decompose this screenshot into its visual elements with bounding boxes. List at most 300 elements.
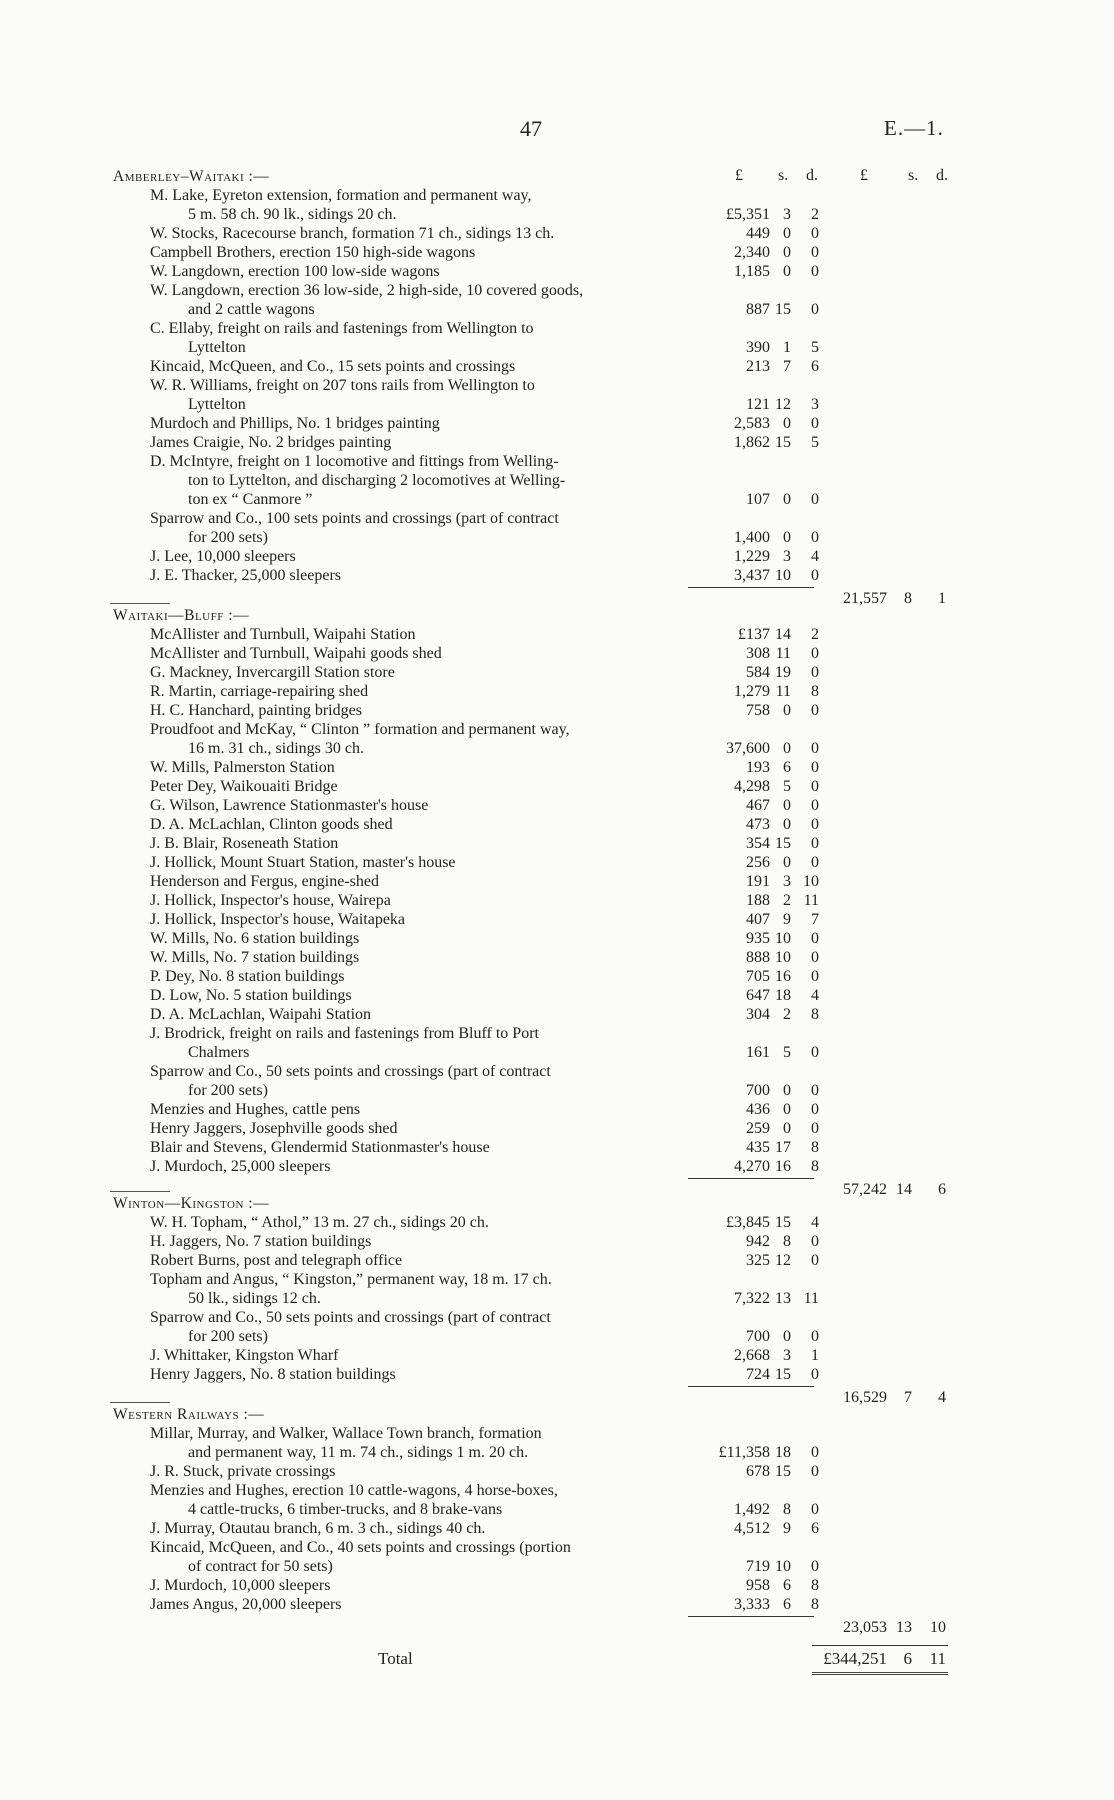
ledger-line [0,547,1114,566]
ledger-line [0,1100,1114,1119]
item-description: Murdoch and Phillips, No. 1 bridges painting [150,415,440,432]
ledger-line [0,1576,1114,1595]
item-description: D. Low, No. 5 station buildings [150,987,352,1004]
ledger-line [0,720,1114,739]
amount-pounds: 4,270 [734,1158,770,1175]
amount-pounds: 193 [746,759,770,776]
amount-pounds: 473 [746,816,770,833]
amount-pounds: 700 [746,1082,770,1099]
ledger-line [0,243,1114,262]
amount-pence: 6 [811,1520,819,1537]
amount-shillings: 13 [775,1290,791,1307]
amount-shillings: 2 [783,1006,791,1023]
ledger-line [0,1519,1114,1538]
amount-pounds: 4,298 [734,778,770,795]
amount-pence: 0 [811,1444,819,1461]
item-description: Robert Burns, post and telegraph office [150,1252,403,1269]
item-description: James Angus, 20,000 sleepers [150,1596,342,1613]
ledger-line [0,224,1114,243]
amount-pounds: 1,492 [734,1501,770,1518]
item-description: J. Murray, Otautau branch, 6 m. 3 ch., sidings 40 ch. [150,1520,486,1537]
ledger-line [0,490,1114,509]
amount-pence: 0 [811,797,819,814]
amount-pounds: 1,400 [734,529,770,546]
ledger-line [0,1308,1114,1327]
amount-shillings: 6 [783,1577,791,1594]
amount-shillings: 19 [775,664,791,681]
amount-pence: 0 [811,854,819,871]
amount-shillings: 0 [783,529,791,546]
ledger-line [0,357,1114,376]
document-reference: E.—1. [884,116,944,140]
item-description: for 200 sets) [188,1328,268,1345]
amount-shillings: 7 [783,358,791,375]
amount-pounds: £11,358 [718,1444,770,1461]
amount-shillings: 3 [783,206,791,223]
amount-pence: 5 [811,434,819,451]
item-description: W. Langdown, erection 100 low-side wagons [150,263,440,280]
amount-pounds: 700 [746,1328,770,1345]
amount-pounds: 705 [746,968,770,985]
item-description: J. B. Blair, Roseneath Station [150,835,339,852]
section-total-pounds: 57,242 [843,1181,887,1198]
amount-pounds: 935 [746,930,770,947]
ledger-line [0,186,1114,205]
ledger-line [0,1557,1114,1576]
item-description: W. H. Topham, “ Athol,” 13 m. 27 ch., sidings 20 ch. [150,1214,489,1231]
item-description: and permanent way, 11 m. 74 ch., sidings 1 m. 20 ch. [188,1444,529,1461]
amount-shillings: 15 [775,301,791,318]
amount-pence: 0 [811,1120,819,1137]
item-description: J. Hollick, Inspector's house, Waitapeka [150,911,406,928]
item-description: Kincaid, McQueen, and Co., 15 sets points and crossings [150,358,516,375]
amount-pounds: 188 [746,892,770,909]
subtotal-rule [688,1616,814,1617]
amount-shillings: 9 [783,1520,791,1537]
ledger-line [0,319,1114,338]
amount-pence: 8 [811,1006,819,1023]
ledger-line [0,1081,1114,1100]
amount-shillings: 9 [783,911,791,928]
amount-pence: 8 [811,1158,819,1175]
ledger-line [0,205,1114,224]
amount-shillings: 18 [775,1444,791,1461]
section-divider [110,1191,170,1192]
item-description: and 2 cattle wagons [188,301,315,318]
amount-pounds: 354 [746,835,770,852]
ledger-line [0,739,1114,758]
amount-shillings: 12 [775,1252,791,1269]
amount-pounds: 958 [746,1577,770,1594]
ledger-line [0,891,1114,910]
item-description: Lyttelton [188,339,246,356]
ledger-line [0,986,1114,1005]
ledger-line [0,1462,1114,1481]
grand-total-underline [812,1672,948,1675]
item-description: McAllister and Turnbull, Waipahi goods shed [150,645,442,662]
amount-pounds: 888 [746,949,770,966]
amount-shillings: 6 [783,759,791,776]
amount-pence: 0 [811,415,819,432]
item-description: J. Whittaker, Kingston Wharf [150,1347,339,1364]
amount-shillings: 3 [783,1347,791,1364]
amount-pence: 8 [811,1139,819,1156]
subtotal-rule [688,1178,814,1179]
amount-pence: 0 [811,702,819,719]
ledger-line [0,1327,1114,1346]
item-description: Chalmers [188,1044,250,1061]
item-description: C. Ellaby, freight on rails and fastenings from Wellington to [150,320,534,337]
item-description: Henderson and Fergus, engine-shed [150,873,379,890]
amount-shillings: 0 [783,740,791,757]
section-title: Western Railways :— [113,1406,265,1423]
section-title: Winton—Kingston :— [113,1195,270,1212]
amount-pounds: 7,322 [734,1290,770,1307]
ledger-line [0,834,1114,853]
amount-pence: 0 [811,816,819,833]
amount-pounds: 719 [746,1558,770,1575]
amount-pence: 3 [811,396,819,413]
amount-pence: 0 [811,529,819,546]
ledger-line [0,1043,1114,1062]
amount-pounds: £3,845 [726,1214,770,1231]
item-description: G. Mackney, Invercargill Station store [150,664,395,681]
ledger-line [0,1005,1114,1024]
ledger-line [0,1365,1114,1384]
amount-pounds: 1,279 [734,683,770,700]
amount-pence: 0 [811,263,819,280]
amount-shillings: 0 [783,263,791,280]
amount-pence: 0 [811,491,819,508]
amount-shillings: 0 [783,225,791,242]
amount-pounds: 1,229 [734,548,770,565]
grand-total-rule [812,1645,948,1646]
grand-total-pence: 11 [929,1649,946,1668]
amount-shillings: 0 [783,1120,791,1137]
item-description: Blair and Stevens, Glendermid Stationmaster's house [150,1139,490,1156]
amount-pounds: 121 [746,396,770,413]
amount-pounds: 37,600 [726,740,770,757]
amount-pence: 6 [811,358,819,375]
amount-pence: 0 [811,1501,819,1518]
amount-pounds: 942 [746,1233,770,1250]
section-title: Amberley–Waitaki :— [113,168,270,185]
item-description: James Craigie, No. 2 bridges painting [150,434,392,451]
amount-shillings: 16 [775,968,791,985]
amount-shillings: 10 [775,567,791,584]
amount-pence: 4 [811,548,819,565]
ledger-line [0,528,1114,547]
grand-total-line [0,1649,1114,1668]
item-description: for 200 sets) [188,529,268,546]
amount-shillings: 5 [783,1044,791,1061]
amount-shillings: 0 [783,1082,791,1099]
amount-shillings: 0 [783,702,791,719]
item-description: Peter Dey, Waikouaiti Bridge [150,778,338,795]
ledger-line [0,929,1114,948]
ledger-line [0,395,1114,414]
ledger-line [0,682,1114,701]
amount-pence: 0 [811,949,819,966]
col-header-total-pounds: £ [860,167,868,184]
item-description: H. C. Hanchard, painting bridges [150,702,362,719]
ledger-line [0,1481,1114,1500]
section-title: Waitaki—Bluff :— [113,607,250,624]
amount-pence: 11 [803,1290,819,1307]
item-description: D. McIntyre, freight on 1 locomotive and fittings from Welling- [150,453,559,470]
ledger-line [0,471,1114,490]
ledger-line [0,281,1114,300]
amount-pounds: 304 [746,1006,770,1023]
amount-pence: 0 [811,225,819,242]
amount-pence: 0 [811,1101,819,1118]
item-description: D. A. McLachlan, Waipahi Station [150,1006,372,1023]
ledger-line [0,910,1114,929]
item-description: Menzies and Hughes, erection 10 cattle-wagons, 4 horse-boxes, [150,1482,558,1499]
amount-pence: 8 [811,1596,819,1613]
amount-pounds: 107 [746,491,770,508]
section-total-pounds: 16,529 [843,1389,887,1406]
section-divider [110,1402,170,1403]
amount-shillings: 15 [775,434,791,451]
amount-pence: 0 [811,1252,819,1269]
amount-pence: 1 [811,1347,819,1364]
section-total-shillings: 14 [896,1181,912,1198]
item-description: G. Wilson, Lawrence Stationmaster's house [150,797,429,814]
amount-pounds: 435 [746,1139,770,1156]
ledger-line [0,1062,1114,1081]
ledger-line [0,1500,1114,1519]
amount-pounds: 3,437 [734,567,770,584]
ledger-line [0,853,1114,872]
ledger-line [0,1251,1114,1270]
ledger-line [0,1157,1114,1176]
amount-pence: 0 [811,1558,819,1575]
amount-pence: 10 [803,873,819,890]
amount-shillings: 10 [775,1558,791,1575]
amount-pounds: 259 [746,1120,770,1137]
ledger-line [0,1213,1114,1232]
item-description: W. R. Williams, freight on 207 tons rails from Wellington to [150,377,535,394]
col-header-shillings: s. [778,167,789,184]
amount-shillings: 0 [783,244,791,261]
item-description: W. Mills, No. 7 station buildings [150,949,360,966]
amount-pounds: 647 [746,987,770,1004]
amount-shillings: 11 [775,683,791,700]
amount-pounds: 2,340 [734,244,770,261]
amount-shillings: 0 [783,491,791,508]
item-description: Lyttelton [188,396,246,413]
ledger-line [0,1538,1114,1557]
amount-pence: 4 [811,1214,819,1231]
item-description: J. Brodrick, freight on rails and fastenings from Bluff to Port [150,1025,539,1042]
subtotal-rule [688,587,814,588]
item-description: of contract for 50 sets) [188,1558,333,1575]
amount-pounds: 678 [746,1463,770,1480]
amount-pence: 0 [811,244,819,261]
amount-pence: 8 [811,683,819,700]
amount-pounds: 2,668 [734,1347,770,1364]
ledger-line [0,777,1114,796]
item-description: J. Lee, 10,000 sleepers [150,548,296,565]
amount-pence: 0 [811,835,819,852]
amount-shillings: 0 [783,415,791,432]
ledger-line [0,376,1114,395]
item-description: J. Hollick, Mount Stuart Station, master's house [150,854,456,871]
amount-pence: 0 [811,1366,819,1383]
ledger-line [0,300,1114,319]
ledger-line [0,1270,1114,1289]
amount-shillings: 1 [783,339,791,356]
item-description: Henry Jaggers, No. 8 station buildings [150,1366,396,1383]
amount-shillings: 10 [775,930,791,947]
amount-shillings: 15 [775,835,791,852]
ledger-line [0,414,1114,433]
ledger-line [0,509,1114,528]
item-description: Menzies and Hughes, cattle pens [150,1101,361,1118]
amount-pence: 0 [811,778,819,795]
item-description: 5 m. 58 ch. 90 lk., sidings 20 ch. [188,206,397,223]
amount-shillings: 12 [775,396,791,413]
amount-shillings: 3 [783,548,791,565]
ledger-line [0,566,1114,585]
section-total-line [0,1618,1114,1637]
ledger-line [0,796,1114,815]
amount-pounds: 1,862 [734,434,770,451]
section-total-pounds: 21,557 [843,590,887,607]
section-total-pence: 10 [930,1619,946,1636]
amount-pence: 8 [811,1577,819,1594]
amount-pounds: 325 [746,1252,770,1269]
col-header-pence: d. [806,167,818,184]
ledger-line [0,625,1114,644]
ledger-line [0,1595,1114,1614]
item-description: Henry Jaggers, Josephville goods shed [150,1120,398,1137]
item-description: 4 cattle-trucks, 6 timber-trucks, and 8 brake-vans [188,1501,503,1518]
item-description: Sparrow and Co., 50 sets points and crossings (part of contract [150,1309,551,1326]
item-description: 16 m. 31 ch., sidings 30 ch. [188,740,364,757]
amount-pounds: 467 [746,797,770,814]
amount-pounds: £5,351 [726,206,770,223]
amount-shillings: 2 [783,892,791,909]
amount-pounds: 213 [746,358,770,375]
item-description: 50 lk., sidings 12 ch. [188,1290,321,1307]
page-number: 47 [520,116,542,141]
amount-shillings: 0 [783,1101,791,1118]
amount-pence: 2 [811,206,819,223]
amount-shillings: 8 [783,1501,791,1518]
amount-shillings: 16 [775,1158,791,1175]
item-description: H. Jaggers, No. 7 station buildings [150,1233,372,1250]
item-description: Campbell Brothers, erection 150 high-side wagons [150,244,476,261]
amount-shillings: 6 [783,1596,791,1613]
amount-pence: 11 [803,892,819,909]
item-description: J. R. Stuck, private crossings [150,1463,336,1480]
amount-shillings: 15 [775,1214,791,1231]
amount-pence: 0 [811,645,819,662]
amount-pounds: 724 [746,1366,770,1383]
amount-shillings: 18 [775,987,791,1004]
amount-pence: 2 [811,626,819,643]
amount-pounds: 308 [746,645,770,662]
amount-pounds: 584 [746,664,770,681]
item-description: W. Mills, No. 6 station buildings [150,930,360,947]
item-description: P. Dey, No. 8 station buildings [150,968,345,985]
item-description: W. Mills, Palmerston Station [150,759,335,776]
amount-pence: 7 [811,911,819,928]
amount-shillings: 0 [783,854,791,871]
amount-pounds: 2,583 [734,415,770,432]
item-description: Proudfoot and McKay, “ Clinton ” formation and permanent way, [150,721,570,738]
item-description: W. Langdown, erection 36 low-side, 2 high-side, 10 covered goods, [150,282,584,299]
item-description: ton to Lyttelton, and discharging 2 locomotives at Welling- [188,472,566,489]
amount-pounds: 256 [746,854,770,871]
amount-shillings: 0 [783,816,791,833]
section-total-pounds: 23,053 [843,1619,887,1636]
item-description: Sparrow and Co., 100 sets points and crossings (part of contract [150,510,559,527]
amount-pence: 5 [811,339,819,356]
amount-shillings: 15 [775,1366,791,1383]
ledger-line [0,1424,1114,1443]
ledger-line [0,872,1114,891]
amount-pounds: 390 [746,339,770,356]
amount-pounds: 436 [746,1101,770,1118]
col-header-pounds: £ [735,167,743,184]
ledger-line [0,1119,1114,1138]
ledger-line [0,701,1114,720]
amount-shillings: 3 [783,873,791,890]
amount-shillings: 10 [775,949,791,966]
amount-pounds: 758 [746,702,770,719]
ledger-line [0,967,1114,986]
amount-pence: 4 [811,987,819,1004]
subtotal-rule [688,1386,814,1387]
ledger-line [0,1443,1114,1462]
amount-pence: 0 [811,567,819,584]
amount-pounds: 3,333 [734,1596,770,1613]
amount-shillings: 14 [775,626,791,643]
item-description: ton ex “ Canmore ” [188,491,313,508]
ledger-line [0,338,1114,357]
amount-shillings: 0 [783,1328,791,1345]
ledger-line [0,948,1114,967]
grand-total-pounds: £344,251 [823,1649,887,1668]
item-description: D. A. McLachlan, Clinton goods shed [150,816,393,833]
section-total-shillings: 13 [896,1619,912,1636]
amount-pounds: 407 [746,911,770,928]
amount-shillings: 8 [783,1233,791,1250]
ledger-line [0,1289,1114,1308]
item-description: for 200 sets) [188,1082,268,1099]
section-total-pence: 6 [938,1181,946,1198]
ledger-line [0,815,1114,834]
item-description: J. Murdoch, 25,000 sleepers [150,1158,331,1175]
item-description: R. Martin, carriage-repairing shed [150,683,369,700]
ledger-line [0,1232,1114,1251]
section-total-pence: 4 [938,1389,946,1406]
ledger-line [0,758,1114,777]
amount-pence: 0 [811,664,819,681]
amount-pounds: 1,185 [734,263,770,280]
ledger-line [0,1138,1114,1157]
ledger-line [0,1024,1114,1043]
amount-shillings: 0 [783,797,791,814]
amount-shillings: 15 [775,1463,791,1480]
item-description: J. Hollick, Inspector's house, Wairepa [150,892,391,909]
item-description: W. Stocks, Racecourse branch, formation 71 ch., sidings 13 ch. [150,225,555,242]
amount-pounds: £137 [738,626,770,643]
amount-pounds: 887 [746,301,770,318]
